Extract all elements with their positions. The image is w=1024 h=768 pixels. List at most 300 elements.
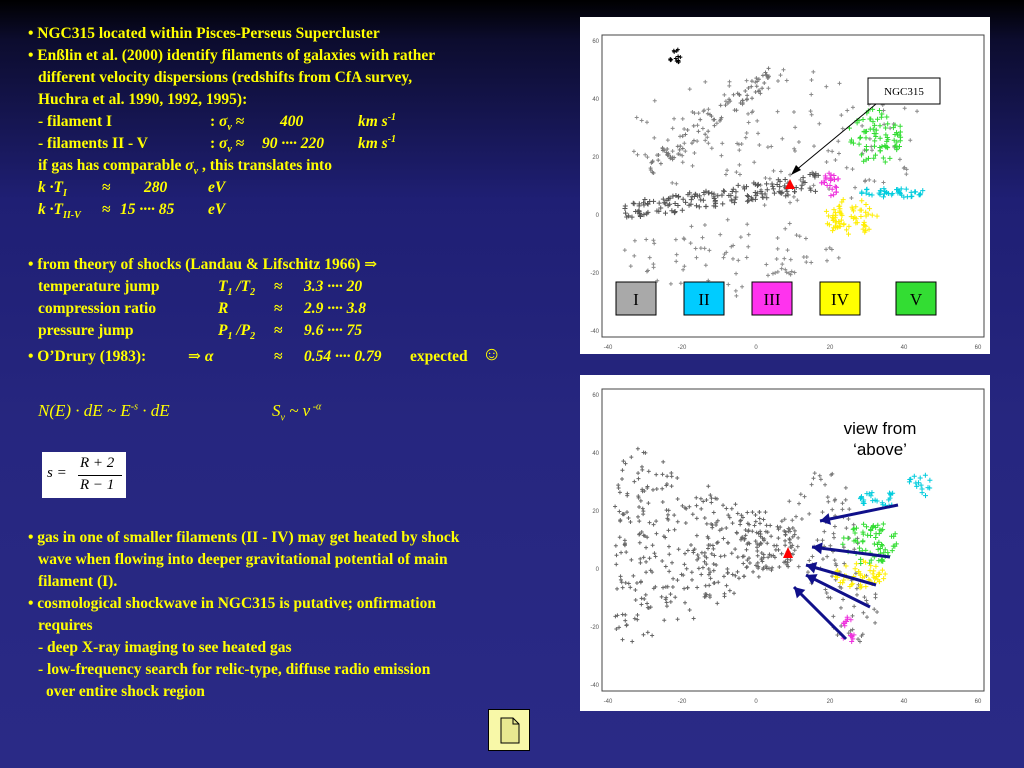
top-galaxy-point xyxy=(766,273,770,277)
bottom-galaxy-point xyxy=(694,496,698,500)
bottom-galaxy-point xyxy=(621,586,625,590)
legend-label-V: V xyxy=(909,290,923,309)
bottom-galaxy-point xyxy=(648,521,652,525)
top-galaxy-point xyxy=(666,138,670,142)
bottom-filament-III-point xyxy=(849,639,854,644)
filament-I-point xyxy=(632,201,637,206)
top-galaxy-point xyxy=(671,126,675,130)
top-galaxy-point xyxy=(703,80,707,84)
bottom-x-tick: 60 xyxy=(974,699,982,705)
bottom-galaxy-point xyxy=(797,502,801,506)
bottom-galaxy-point xyxy=(741,561,745,565)
top-galaxy-point xyxy=(824,247,828,251)
bottom-galaxy-point xyxy=(706,547,710,551)
bottom-galaxy-point xyxy=(651,543,655,547)
bottom-galaxy-point xyxy=(783,543,787,547)
bottom-galaxy-point xyxy=(797,565,801,569)
filament-IV-point xyxy=(830,228,835,233)
bottom-galaxy-point xyxy=(632,480,636,484)
bottom-galaxy-point xyxy=(655,487,659,491)
bottom-galaxy-point xyxy=(855,593,859,597)
filament-V-point xyxy=(872,138,877,143)
top-galaxy-point xyxy=(763,176,767,180)
bottom-galaxy-point xyxy=(619,574,623,578)
filament-I-point xyxy=(623,211,628,216)
top-galaxy-point xyxy=(780,262,784,266)
bottom-galaxy-point xyxy=(844,498,848,502)
filament-I-point xyxy=(813,189,818,194)
bottom-galaxy-point xyxy=(844,486,848,490)
top-galaxy-plot xyxy=(580,17,990,354)
bottom-galaxy-point xyxy=(666,528,670,532)
filament-I-point xyxy=(706,112,710,116)
bottom-filament-IV-point xyxy=(880,568,885,573)
bottom-galaxy-point xyxy=(736,511,740,515)
top-y-tick: 40 xyxy=(592,97,599,103)
bottom-galaxy-point xyxy=(638,557,642,561)
top-galaxy-point xyxy=(734,289,738,293)
filament-V-point xyxy=(857,136,862,141)
top-galaxy-point xyxy=(825,259,829,263)
bottom-galaxy-point xyxy=(614,562,618,566)
bottom-galaxy-point xyxy=(744,565,748,569)
filament-2-value: 90 ···· 220 xyxy=(262,135,324,152)
bottom-galaxy-point xyxy=(736,555,740,559)
top-galaxy-point xyxy=(752,160,756,164)
bottom-galaxy-point xyxy=(667,508,671,512)
filament-I-point xyxy=(703,132,707,136)
shock-arrow xyxy=(794,587,846,639)
bottom-galaxy-point xyxy=(745,548,749,552)
bottom-galaxy-point xyxy=(689,543,693,547)
top-galaxy-point xyxy=(782,68,786,72)
odrury-approx: ≈ xyxy=(274,348,283,365)
top-galaxy-point xyxy=(689,241,693,245)
top-galaxy-point xyxy=(720,141,724,145)
top-galaxy-point xyxy=(674,259,678,263)
bottom-galaxy-point xyxy=(624,550,628,554)
bottom-galaxy-point xyxy=(621,459,625,463)
top-plot-panel xyxy=(580,17,990,354)
bottom-galaxy-point xyxy=(715,601,719,605)
top-galaxy-point xyxy=(683,149,687,153)
bottom-galaxy-point xyxy=(839,606,843,610)
bottom-galaxy-point xyxy=(613,504,617,508)
bottom-galaxy-point xyxy=(644,593,648,597)
top-galaxy-point xyxy=(689,224,693,228)
bottom-galaxy-point xyxy=(733,547,737,551)
bottom-filament-IV-point xyxy=(868,563,873,568)
filament-I-point xyxy=(771,186,776,191)
filament-I-point xyxy=(764,181,769,186)
top-galaxy-point xyxy=(772,169,776,173)
top-galaxy-point xyxy=(825,160,829,164)
bottom-galaxy-point xyxy=(833,524,837,528)
bottom-galaxy-point xyxy=(800,517,804,521)
bottom-galaxy-point xyxy=(852,547,856,551)
top-galaxy-point xyxy=(771,272,775,276)
bottom-galaxy-point xyxy=(748,561,752,565)
filament-2-unit: km $s^{-1}$ xyxy=(358,133,397,152)
top-galaxy-point xyxy=(882,181,886,185)
top-galaxy-point xyxy=(739,235,743,239)
bottom-galaxy-point xyxy=(833,558,837,562)
bottom-galaxy-point xyxy=(623,538,627,542)
filament-I-point xyxy=(722,189,727,194)
bottom-galaxy-point xyxy=(765,541,769,545)
bottom-galaxy-point xyxy=(793,533,797,537)
bottom-galaxy-point xyxy=(793,529,797,533)
shock-arrow xyxy=(820,505,898,521)
top-galaxy-point xyxy=(734,272,738,276)
filament-I-point xyxy=(762,81,766,85)
top-galaxy-point xyxy=(782,257,786,261)
filament-I-point xyxy=(745,193,750,198)
filament-I-point xyxy=(720,201,725,206)
top-galaxy-point xyxy=(703,223,707,227)
filament-II-point xyxy=(909,194,914,199)
bottom-galaxy-point xyxy=(823,587,827,591)
bottom-y-tick: 40 xyxy=(592,451,599,457)
spectrum-equation: N(E) · dE ~ $E^{-s}$ · dE xyxy=(38,401,170,420)
bottom-filament-V-point xyxy=(851,526,856,531)
bottom-galaxy-point xyxy=(687,505,691,509)
filament-IV-point xyxy=(837,206,842,211)
bottom-galaxy-point xyxy=(745,510,749,514)
bottom-galaxy-point xyxy=(671,577,675,581)
filament-I-point xyxy=(697,204,702,209)
note-icon[interactable] xyxy=(488,709,530,751)
bottom-galaxy-point xyxy=(695,504,699,508)
top-galaxy-point xyxy=(629,264,633,268)
bottom-galaxy-point xyxy=(701,566,705,570)
bottom-galaxy-point xyxy=(858,639,862,643)
bottom-filament-II-point xyxy=(912,474,917,479)
top-galaxy-point xyxy=(691,164,695,168)
top-galaxy-point xyxy=(804,260,808,264)
temp-jump-label: temperature jump xyxy=(38,278,160,295)
top-galaxy-point xyxy=(623,248,627,252)
bottom-galaxy-point xyxy=(642,597,646,601)
top-galaxy-point xyxy=(811,70,815,74)
filament-II-point xyxy=(869,192,874,197)
top-galaxy-point xyxy=(745,256,749,260)
bottom-galaxy-point xyxy=(783,539,787,543)
bottom-galaxy-point xyxy=(756,554,760,558)
filament-I-point xyxy=(701,198,706,203)
bottom-galaxy-point xyxy=(683,552,687,556)
bottom-galaxy-point xyxy=(673,528,677,532)
top-galaxy-point xyxy=(904,172,908,176)
bottom-galaxy-point xyxy=(847,507,851,511)
top-galaxy-point xyxy=(851,105,855,109)
bottom-galaxy-point xyxy=(719,554,723,558)
bottom-galaxy-point xyxy=(753,523,757,527)
bottom-galaxy-point xyxy=(730,551,734,555)
top-galaxy-point xyxy=(705,135,709,139)
top-galaxy-point xyxy=(740,285,744,289)
filament-I-point xyxy=(785,189,790,194)
bottom-galaxy-point xyxy=(830,508,834,512)
top-galaxy-point xyxy=(867,178,871,182)
bottom-galaxy-point xyxy=(636,471,640,475)
bottom-galaxy-point xyxy=(709,501,713,505)
top-galaxy-point xyxy=(836,139,840,143)
filament-I-point xyxy=(745,93,749,97)
bottom-galaxy-point xyxy=(633,588,637,592)
top-galaxy-point xyxy=(669,282,673,286)
top-galaxy-point xyxy=(908,138,912,142)
bottom-galaxy-point xyxy=(826,500,830,504)
bottom-y-tick: 20 xyxy=(592,509,599,515)
bottom-galaxy-point xyxy=(690,570,694,574)
filament-I-point xyxy=(690,141,694,145)
bottom-galaxy-point xyxy=(692,617,696,621)
bottom-galaxy-point xyxy=(627,516,631,520)
bottom-galaxy-point xyxy=(666,513,670,517)
filament-III-point xyxy=(833,184,838,189)
bottom-galaxy-point xyxy=(861,611,865,615)
bottom-galaxy-point xyxy=(825,591,829,595)
top-galaxy-point xyxy=(710,146,714,150)
bottom-galaxy-point xyxy=(664,564,668,568)
document-icon xyxy=(489,710,529,750)
bottom-galaxy-point xyxy=(660,595,664,599)
top-galaxy-point xyxy=(788,173,792,177)
bottom-galaxy-point xyxy=(620,580,624,584)
bottom-galaxy-point xyxy=(825,555,829,559)
top-galaxy-point xyxy=(837,152,841,156)
bottom-galaxy-point xyxy=(753,513,757,517)
view-from-above-label xyxy=(828,418,932,460)
top-galaxy-point xyxy=(671,149,675,153)
bottom-galaxy-point xyxy=(736,570,740,574)
top-galaxy-point xyxy=(797,140,801,144)
filament-III-point xyxy=(831,173,836,178)
bottom-galaxy-point xyxy=(786,560,790,564)
bottom-galaxy-point xyxy=(796,545,800,549)
bottom-galaxy-point xyxy=(704,584,708,588)
kT2-approx: ≈ xyxy=(102,201,111,218)
top-galaxy-point xyxy=(763,203,767,207)
bottom-galaxy-point xyxy=(738,519,742,523)
top-galaxy-point xyxy=(745,131,749,135)
bottom-galaxy-point xyxy=(623,543,627,547)
top-galaxy-point xyxy=(694,256,698,260)
filament-1-value: 400 xyxy=(280,113,304,130)
bottom-galaxy-point xyxy=(618,535,622,539)
bottom-galaxy-point xyxy=(852,604,856,608)
bottom-galaxy-point xyxy=(618,490,622,494)
top-galaxy-point xyxy=(798,178,802,182)
bottom-galaxy-point xyxy=(617,510,621,514)
filament-IV-point xyxy=(833,213,838,218)
bottom-galaxy-point xyxy=(754,520,758,524)
filament-I-point xyxy=(631,201,636,206)
odrury-value: 0.54 ···· 0.79 xyxy=(304,348,382,365)
bottom-filament-IV-point xyxy=(870,571,875,576)
bottom-galaxy-point xyxy=(628,520,632,524)
filament-I-point xyxy=(750,96,754,100)
bottom-galaxy-point xyxy=(621,512,625,516)
top-galaxy-point xyxy=(826,149,830,153)
pressure-value: 9.6 ···· 75 xyxy=(304,322,363,339)
bottom-galaxy-point xyxy=(621,638,625,642)
bottom-galaxy-point xyxy=(821,557,825,561)
filament-I-point xyxy=(686,128,690,132)
bottom-filament-II-point xyxy=(919,483,924,488)
bottom-galaxy-point xyxy=(762,517,766,521)
bottom-galaxy-point xyxy=(672,513,676,517)
filament-I-point xyxy=(663,211,668,216)
bottom-galaxy-point xyxy=(703,516,707,520)
bottom-galaxy-point xyxy=(635,581,639,585)
top-galaxy-point xyxy=(645,155,649,159)
top-galaxy-point xyxy=(632,254,636,258)
odrury-alpha: ⇒ α xyxy=(188,348,214,365)
bottom-galaxy-point xyxy=(738,522,742,526)
filament-V-point xyxy=(877,108,882,113)
bottom-galaxy-point xyxy=(683,601,687,605)
bottom-filament-V-point xyxy=(858,561,863,566)
top-galaxy-point xyxy=(738,172,742,176)
bottom-galaxy-point xyxy=(763,510,767,514)
filament-I-point xyxy=(694,203,699,208)
kT2-unit: eV xyxy=(208,201,226,218)
filament-2-label: - filaments II - V xyxy=(38,135,148,152)
top-galaxy-point xyxy=(744,136,748,140)
bottom-galaxy-point xyxy=(619,578,623,582)
filament-I-point xyxy=(656,158,660,162)
bottom-galaxy-point xyxy=(806,570,810,574)
top-galaxy-point xyxy=(812,183,816,187)
smiley-icon: ☺ xyxy=(482,344,502,365)
bottom-galaxy-point xyxy=(783,517,787,521)
bottom-galaxy-point xyxy=(788,541,792,545)
view-label-line1: view from xyxy=(843,419,917,438)
filament-I-point xyxy=(696,129,700,133)
bottom-galaxy-point xyxy=(755,549,759,553)
top-galaxy-point xyxy=(734,170,738,174)
shock-theory-block xyxy=(28,254,568,374)
filament-I-point xyxy=(799,186,804,191)
top-galaxy-point xyxy=(776,247,780,251)
top-galaxy-point xyxy=(682,127,686,131)
bottom-filament-IV-point xyxy=(853,566,858,571)
bottom-galaxy-point xyxy=(644,570,648,574)
bottom-galaxy-point xyxy=(615,587,619,591)
conclusion-2a: • cosmological shockwave in NGC315 is putative; onfirmation xyxy=(28,595,436,612)
bottom-galaxy-point xyxy=(669,471,673,475)
bottom-galaxy-point xyxy=(762,556,766,560)
bottom-galaxy-point xyxy=(799,492,803,496)
bottom-galaxy-point xyxy=(724,526,728,530)
bottom-galaxy-point xyxy=(818,474,822,478)
temp-jump-value: 3.3 ···· 20 xyxy=(304,278,363,295)
bottom-galaxy-point xyxy=(832,536,836,540)
bottom-galaxy-point xyxy=(787,499,791,503)
bottom-filament-V-point xyxy=(861,522,866,527)
top-galaxy-point xyxy=(810,113,814,117)
top-galaxy-point xyxy=(788,201,792,205)
bottom-galaxy-point xyxy=(708,595,712,599)
bottom-galaxy-point xyxy=(661,500,665,504)
filament-I-point xyxy=(745,97,749,101)
filament-I-point xyxy=(745,199,750,204)
bottom-galaxy-point xyxy=(696,553,700,557)
bottom-galaxy-point xyxy=(624,623,628,627)
bottom-filament-II-point xyxy=(923,493,928,498)
top-galaxy-point xyxy=(681,268,685,272)
bottom-galaxy-point xyxy=(675,578,679,582)
top-galaxy-point xyxy=(653,99,657,103)
conclusion-1a: • gas in one of smaller filaments (II - IV) may get heated by shock xyxy=(28,529,460,546)
bottom-galaxy-point xyxy=(742,574,746,578)
kT1-label: $k \cdot T_I$ xyxy=(38,179,67,200)
bottom-galaxy-point xyxy=(685,567,689,571)
top-x-tick: -40 xyxy=(603,345,613,351)
top-galaxy-point xyxy=(795,198,799,202)
bottom-filament-IV-point xyxy=(871,568,876,573)
bottom-galaxy-point xyxy=(667,552,671,556)
top-galaxy-point xyxy=(706,141,710,145)
bottom-galaxy-point xyxy=(777,565,781,569)
filament-I-point xyxy=(719,103,723,107)
filament-V-point xyxy=(872,144,877,149)
conclusion-1b: wave when flowing into deeper gravitational potential of main xyxy=(38,551,448,568)
top-galaxy-point xyxy=(755,119,759,123)
filament-IV-point xyxy=(870,213,875,218)
bottom-filament-IV-point xyxy=(850,581,855,586)
top-galaxy-point xyxy=(681,160,685,164)
bottom-galaxy-point xyxy=(695,586,699,590)
bottom-galaxy-point xyxy=(620,468,624,472)
bottom-galaxy-point xyxy=(642,555,646,559)
bottom-filament-V-point xyxy=(881,522,886,527)
top-galaxy-point xyxy=(898,157,902,161)
filament-I-point xyxy=(689,197,694,202)
bottom-galaxy-point xyxy=(811,476,815,480)
bottom-galaxy-point xyxy=(634,598,638,602)
legend-label-IV: IV xyxy=(831,290,849,309)
bottom-x-tick: -20 xyxy=(677,699,687,705)
bottom-galaxy-point xyxy=(628,585,632,589)
top-galaxy-point xyxy=(679,281,683,285)
filament-I-point xyxy=(770,181,775,186)
bottom-y-tick: 60 xyxy=(592,393,599,399)
bottom-galaxy-point xyxy=(712,569,716,573)
top-galaxy-point xyxy=(786,248,790,252)
filament-I-point xyxy=(783,177,788,182)
bottom-galaxy-point xyxy=(705,522,709,526)
bottom-galaxy-point xyxy=(640,596,644,600)
filament-III-point xyxy=(834,185,839,190)
bottom-filament-IV-point xyxy=(854,561,859,566)
compression-symbol: R xyxy=(218,300,229,317)
bottom-galaxy-point xyxy=(652,523,656,527)
top-galaxy-point xyxy=(837,81,841,85)
top-x-tick: 40 xyxy=(900,345,908,351)
top-galaxy-point xyxy=(779,73,783,77)
top-galaxy-point xyxy=(722,256,726,260)
bottom-galaxy-point xyxy=(638,541,642,545)
bottom-galaxy-point xyxy=(735,531,739,535)
bottom-galaxy-point xyxy=(699,573,703,577)
top-galaxy-point xyxy=(792,110,796,114)
filament-III-point xyxy=(831,192,836,197)
top-y-tick: -40 xyxy=(590,329,599,335)
bottom-galaxy-point xyxy=(625,492,629,496)
